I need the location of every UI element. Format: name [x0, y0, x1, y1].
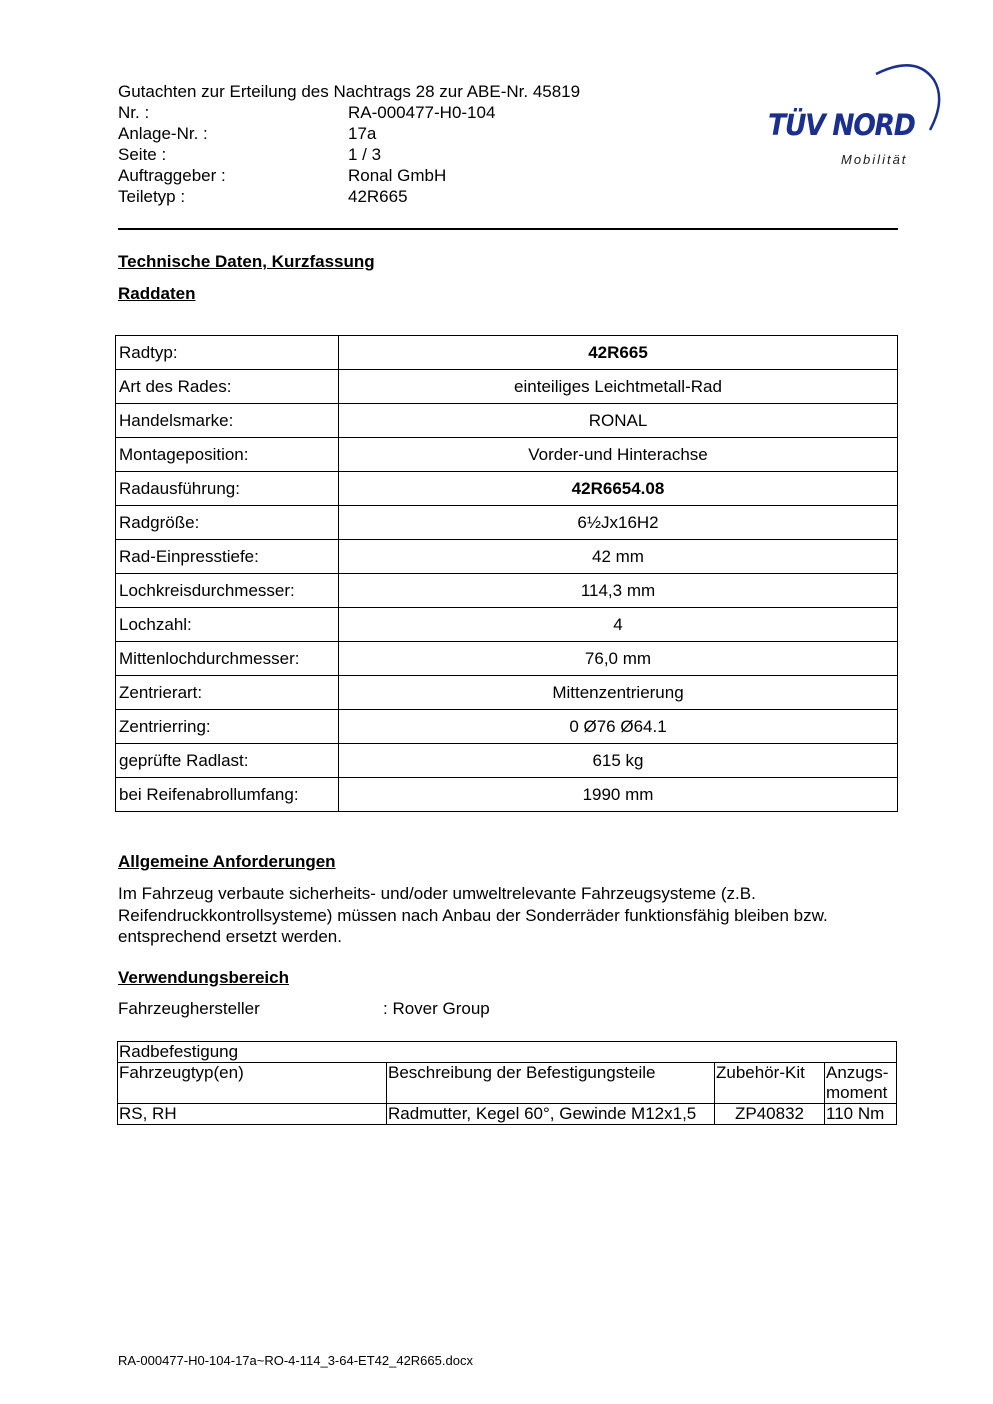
mounting-caption: Radbefestigung	[118, 1042, 897, 1063]
table-row: RS, RH Radmutter, Kegel 60°, Gewinde M12x1,5 ZP40832 110 Nm	[118, 1104, 897, 1125]
section-title-raddaten: Raddaten	[118, 284, 196, 303]
manufacturer-label: Fahrzeughersteller	[118, 999, 260, 1018]
table-row: Lochkreisdurchmesser: 114,3 mm	[116, 574, 898, 608]
section-title-technical: Technische Daten, Kurzfassung	[118, 252, 375, 271]
header-row-teiletyp: Teiletyp : 42R665	[118, 187, 408, 206]
table-row: Zentrierring: 0 Ø76 Ø64.1	[116, 710, 898, 744]
table-row: geprüfte Radlast: 615 kg	[116, 744, 898, 778]
report-title: Gutachten zur Erteilung des Nachtrags 28 zur ABE-Nr. 45819	[118, 82, 581, 101]
section-title-general: Allgemeine Anforderungen	[118, 852, 336, 871]
table-row: Art des Rades: einteiliges Leichtmetall-Rad	[116, 370, 898, 404]
table-row: Rad-Einpresstiefe: 42 mm	[116, 540, 898, 574]
table-row: Radtyp: 42R665	[116, 336, 898, 370]
header-row-nr: Nr. : RA-000477-H0-104	[118, 103, 496, 122]
footer-filename: RA-000477-H0-104-17a~RO-4-114_3-64-ET42_42R665.docx	[118, 1353, 473, 1368]
table-row: Handelsmarke: RONAL	[116, 404, 898, 438]
logo-subtitle: Mobilität	[841, 152, 908, 167]
header-divider	[118, 228, 898, 230]
manufacturer-row	[118, 998, 490, 1019]
table-header-row: Fahrzeugtyp(en) Beschreibung der Befestigungsteile Zubehör-Kit Anzugs-moment	[118, 1063, 897, 1104]
table-row: bei Reifenabrollumfang: 1990 mm	[116, 778, 898, 812]
logo-wordmark: TÜV NORD	[768, 108, 915, 142]
table-row: Zentrierart: Mittenzentrierung	[116, 676, 898, 710]
table-row: Radgröße: 6½Jx16H2	[116, 506, 898, 540]
table-row: Montageposition: Vorder-und Hinterachse	[116, 438, 898, 472]
wheel-data-table	[115, 335, 898, 812]
tuv-nord-logo	[764, 58, 944, 173]
header-row-seite: Seite : 1 / 3	[118, 145, 382, 164]
table-caption-row	[118, 1042, 897, 1063]
mounting-table	[117, 1041, 897, 1125]
general-requirements-text: Im Fahrzeug verbaute sicherheits- und/oder umweltrelevante Fahrzeugsysteme (z.B. Reifendruckkontrollsysteme) müssen nach Anbau der Sonderräder funktionsfähig bleiben bzw. entsprechend ersetzt werden.	[118, 884, 828, 946]
table-row: Mittenlochdurchmesser: 76,0 mm	[116, 642, 898, 676]
table-row: Lochzahl: 4	[116, 608, 898, 642]
header-row-auftraggeber: Auftraggeber : Ronal GmbH	[118, 166, 447, 185]
table-row: Radausführung: 42R6654.08	[116, 472, 898, 506]
section-title-usage: Verwendungsbereich	[118, 968, 289, 987]
manufacturer-value: : Rover Group	[383, 999, 490, 1018]
header-row-anlage: Anlage-Nr. : 17a	[118, 124, 377, 143]
